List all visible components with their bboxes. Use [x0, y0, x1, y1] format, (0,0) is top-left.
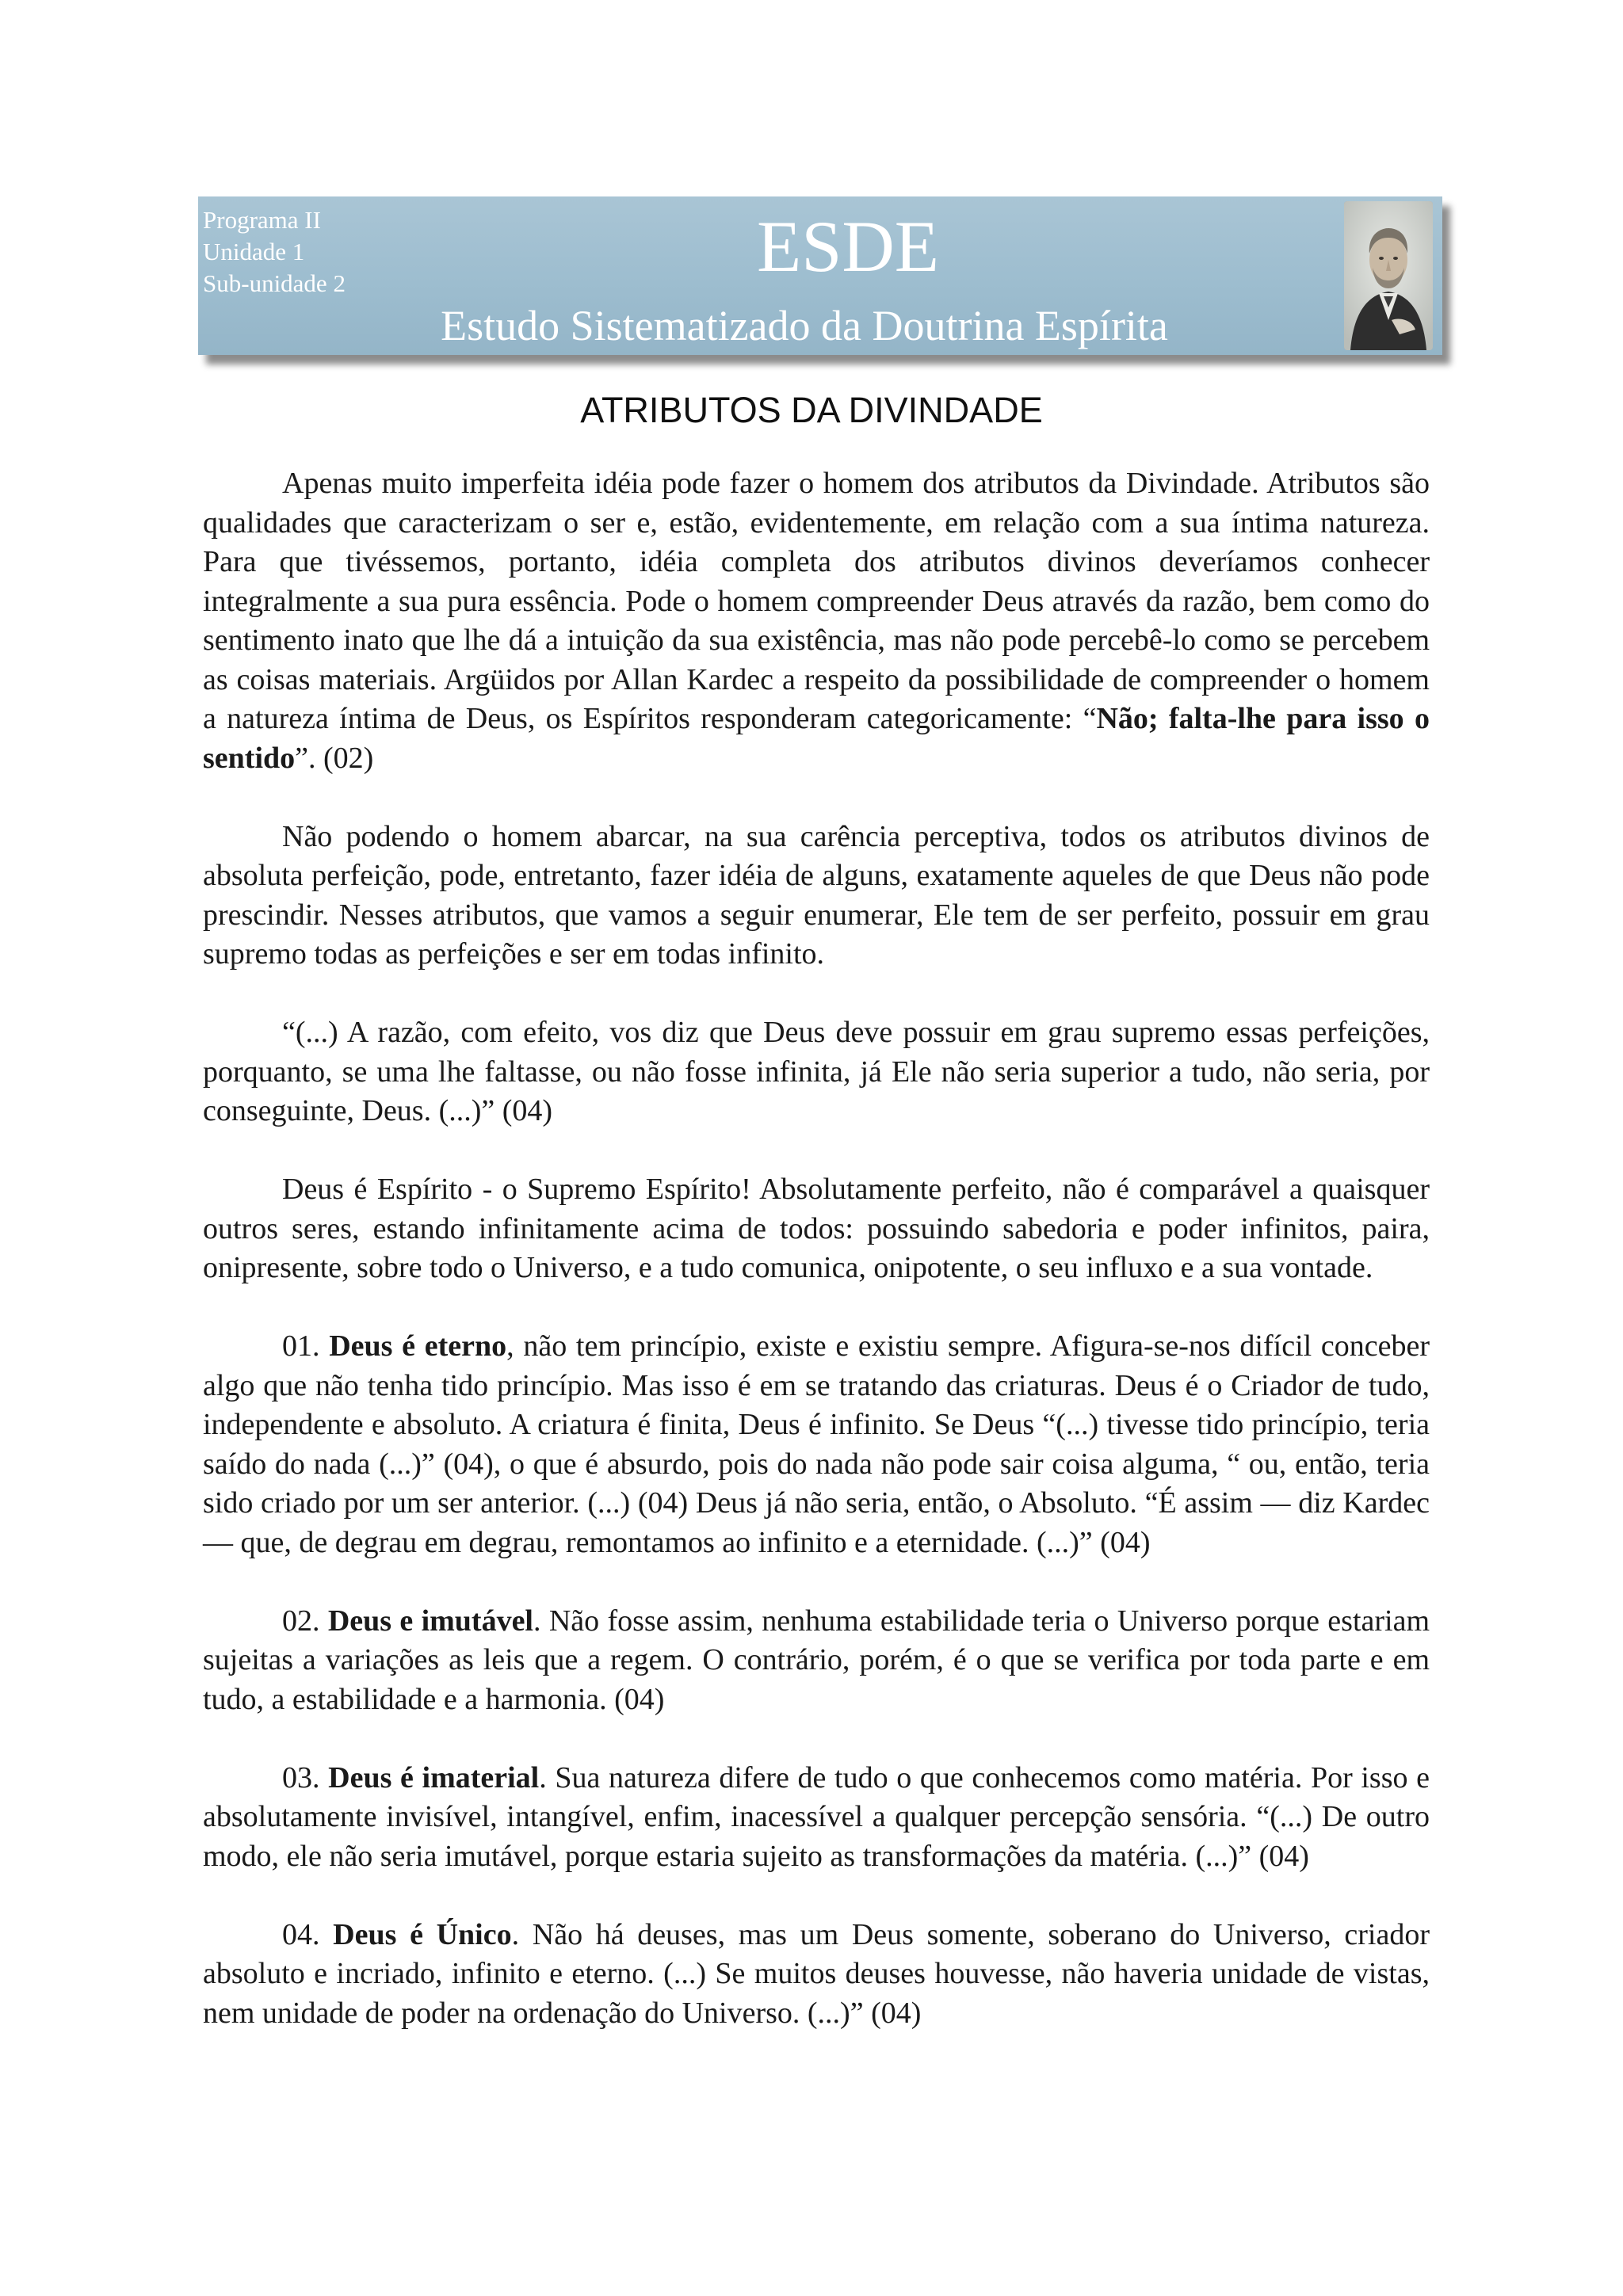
paragraph-2: Não podendo o homem abarcar, na sua carência perceptiva, todos os atributos divinos de absoluta perfeição, pode, entretanto, fazer idéia de alguns, exatamente aqueles de que Deus não pode prescindir. Nesses atributos, que vamos a seguir enumerar, Ele tem de ser perfeito, possuir em grau supremo todas as perfeições e ser em todas infinito. — [203, 819, 1430, 971]
subunit-label: Sub-unidade 2 — [203, 269, 346, 297]
paragraph-1: Apenas muito imperfeita idéia pode fazer o homem dos atributos da Divindade. Atributos são qualidades que caracterizam o ser e, estão, evidentemente, em relação com a sua íntima natureza. Para que tivéssemos, portanto, idéia completa dos atributos divinos deveríamos conhecer integralmente a sua pura essência. Pode o homem compreender Deus através da razão, bem como do sentimento inato que lhe dá a intuição da sua existência, mas não pode percebê-lo como se percebem as coisas materiais. Argüidos por Allan Kardec a respeito da possibilidade de compreender o homem a natureza íntima de Deus, os Espíritos responderam categoricamente: “Não; falta-lhe para isso o sentido”. (02) — [203, 467, 1430, 775]
program-label: Programa II — [203, 206, 321, 234]
bold-quote: Não; falta-lhe para isso o sentido — [203, 702, 1430, 775]
attribute-item — [203, 1327, 1430, 1562]
item-heading: Deus é eterno — [329, 1329, 507, 1363]
item-number: 04. — [282, 1917, 334, 1951]
attribute-item — [203, 1602, 1430, 1720]
unit-label: Unidade 1 — [203, 238, 305, 265]
item-number: 02. — [282, 1604, 328, 1638]
portrait-illustration — [1344, 201, 1433, 350]
header-banner — [198, 196, 1442, 355]
document-body — [203, 464, 1430, 2073]
item-heading: Deus é Único — [333, 1917, 512, 1951]
item-text: . Sua natureza difere de tudo o que conhecemos como matéria. Por isso e absolutamente invisível, intangível, enfim, inacessível a qualquer percepção sensória. “(...) De outro modo, ele não seria imutável, porque estaria sujeito as transformações da matéria. (...)” (04) — [203, 1760, 1430, 1873]
item-text: . Não fosse assim, nenhuma estabilidade teria o Universo porque estariam sujeitas a variações as leis que a regem. O contrário, porém, é o que se verifica por toda parte e em tudo, a estabilidade e a harmonia. (04) — [203, 1604, 1430, 1716]
paragraph-3: “(...) A razão, com efeito, vos diz que Deus deve possuir em grau supremo essas perfeições, porquanto, se uma lhe faltasse, ou não fosse infinita, já Ele não seria superior a tudo, não seria, por conseguinte, Deus. (...)” (04) — [203, 1016, 1430, 1127]
program-info — [203, 204, 346, 299]
paragraph-4: Deus é Espírito - o Supremo Espírito! Absolutamente perfeito, não é comparável a quaisquer outros seres, estando infinitamente acima de todos: possuindo sabedoria e poder infinitos, paira, onipresente, sobre todo o Universo, e a tudo comunica, onipotente, o seu influxo e a sua vontade. — [203, 1173, 1430, 1284]
attribute-item — [203, 1759, 1430, 1877]
attribute-item — [203, 1916, 1430, 2034]
portrait-image — [1344, 201, 1433, 350]
item-heading: Deus e imutável — [327, 1604, 533, 1638]
item-number: 01. — [282, 1329, 330, 1363]
banner-title: ESDE — [757, 206, 939, 287]
item-text: . Não há deuses, mas um Deus somente, soberano do Universo, criador absoluto e incriado, infinito e eterno. (...) Se muitos deuses houvesse, não haveria unidade de vistas, nem unidade de poder na ordenação do Universo. (...)” (04) — [203, 1917, 1430, 2030]
document-title: ATRIBUTOS DA DIVINDADE — [580, 390, 1043, 430]
item-heading: Deus é imaterial — [328, 1760, 540, 1794]
banner-subtitle: Estudo Sistematizado da Doutrina Espírita — [441, 302, 1168, 349]
item-text: , não tem princípio, existe e existiu sempre. Afigura-se-nos difícil conceber algo que não tenha tido princípio. Mas isso é em se tratando das criaturas. Deus é o Criador de tudo, independente e absoluto. A criatura é finita, Deus é infinito. Se Deus “(...) tivesse tido princípio, teria saído do nada (...)” (04), o que é absurdo, pois do nada não pode sair coisa alguma, “ ou, então, teria sido criado por um ser anterior. (...) (04) Deus já não seria, então, o Absoluto. “É assim — diz Kardec — que, de degrau em degrau, remontamos ao infinito e a eternidade. (...)” (04) — [203, 1329, 1430, 1559]
item-number: 03. — [282, 1760, 329, 1794]
